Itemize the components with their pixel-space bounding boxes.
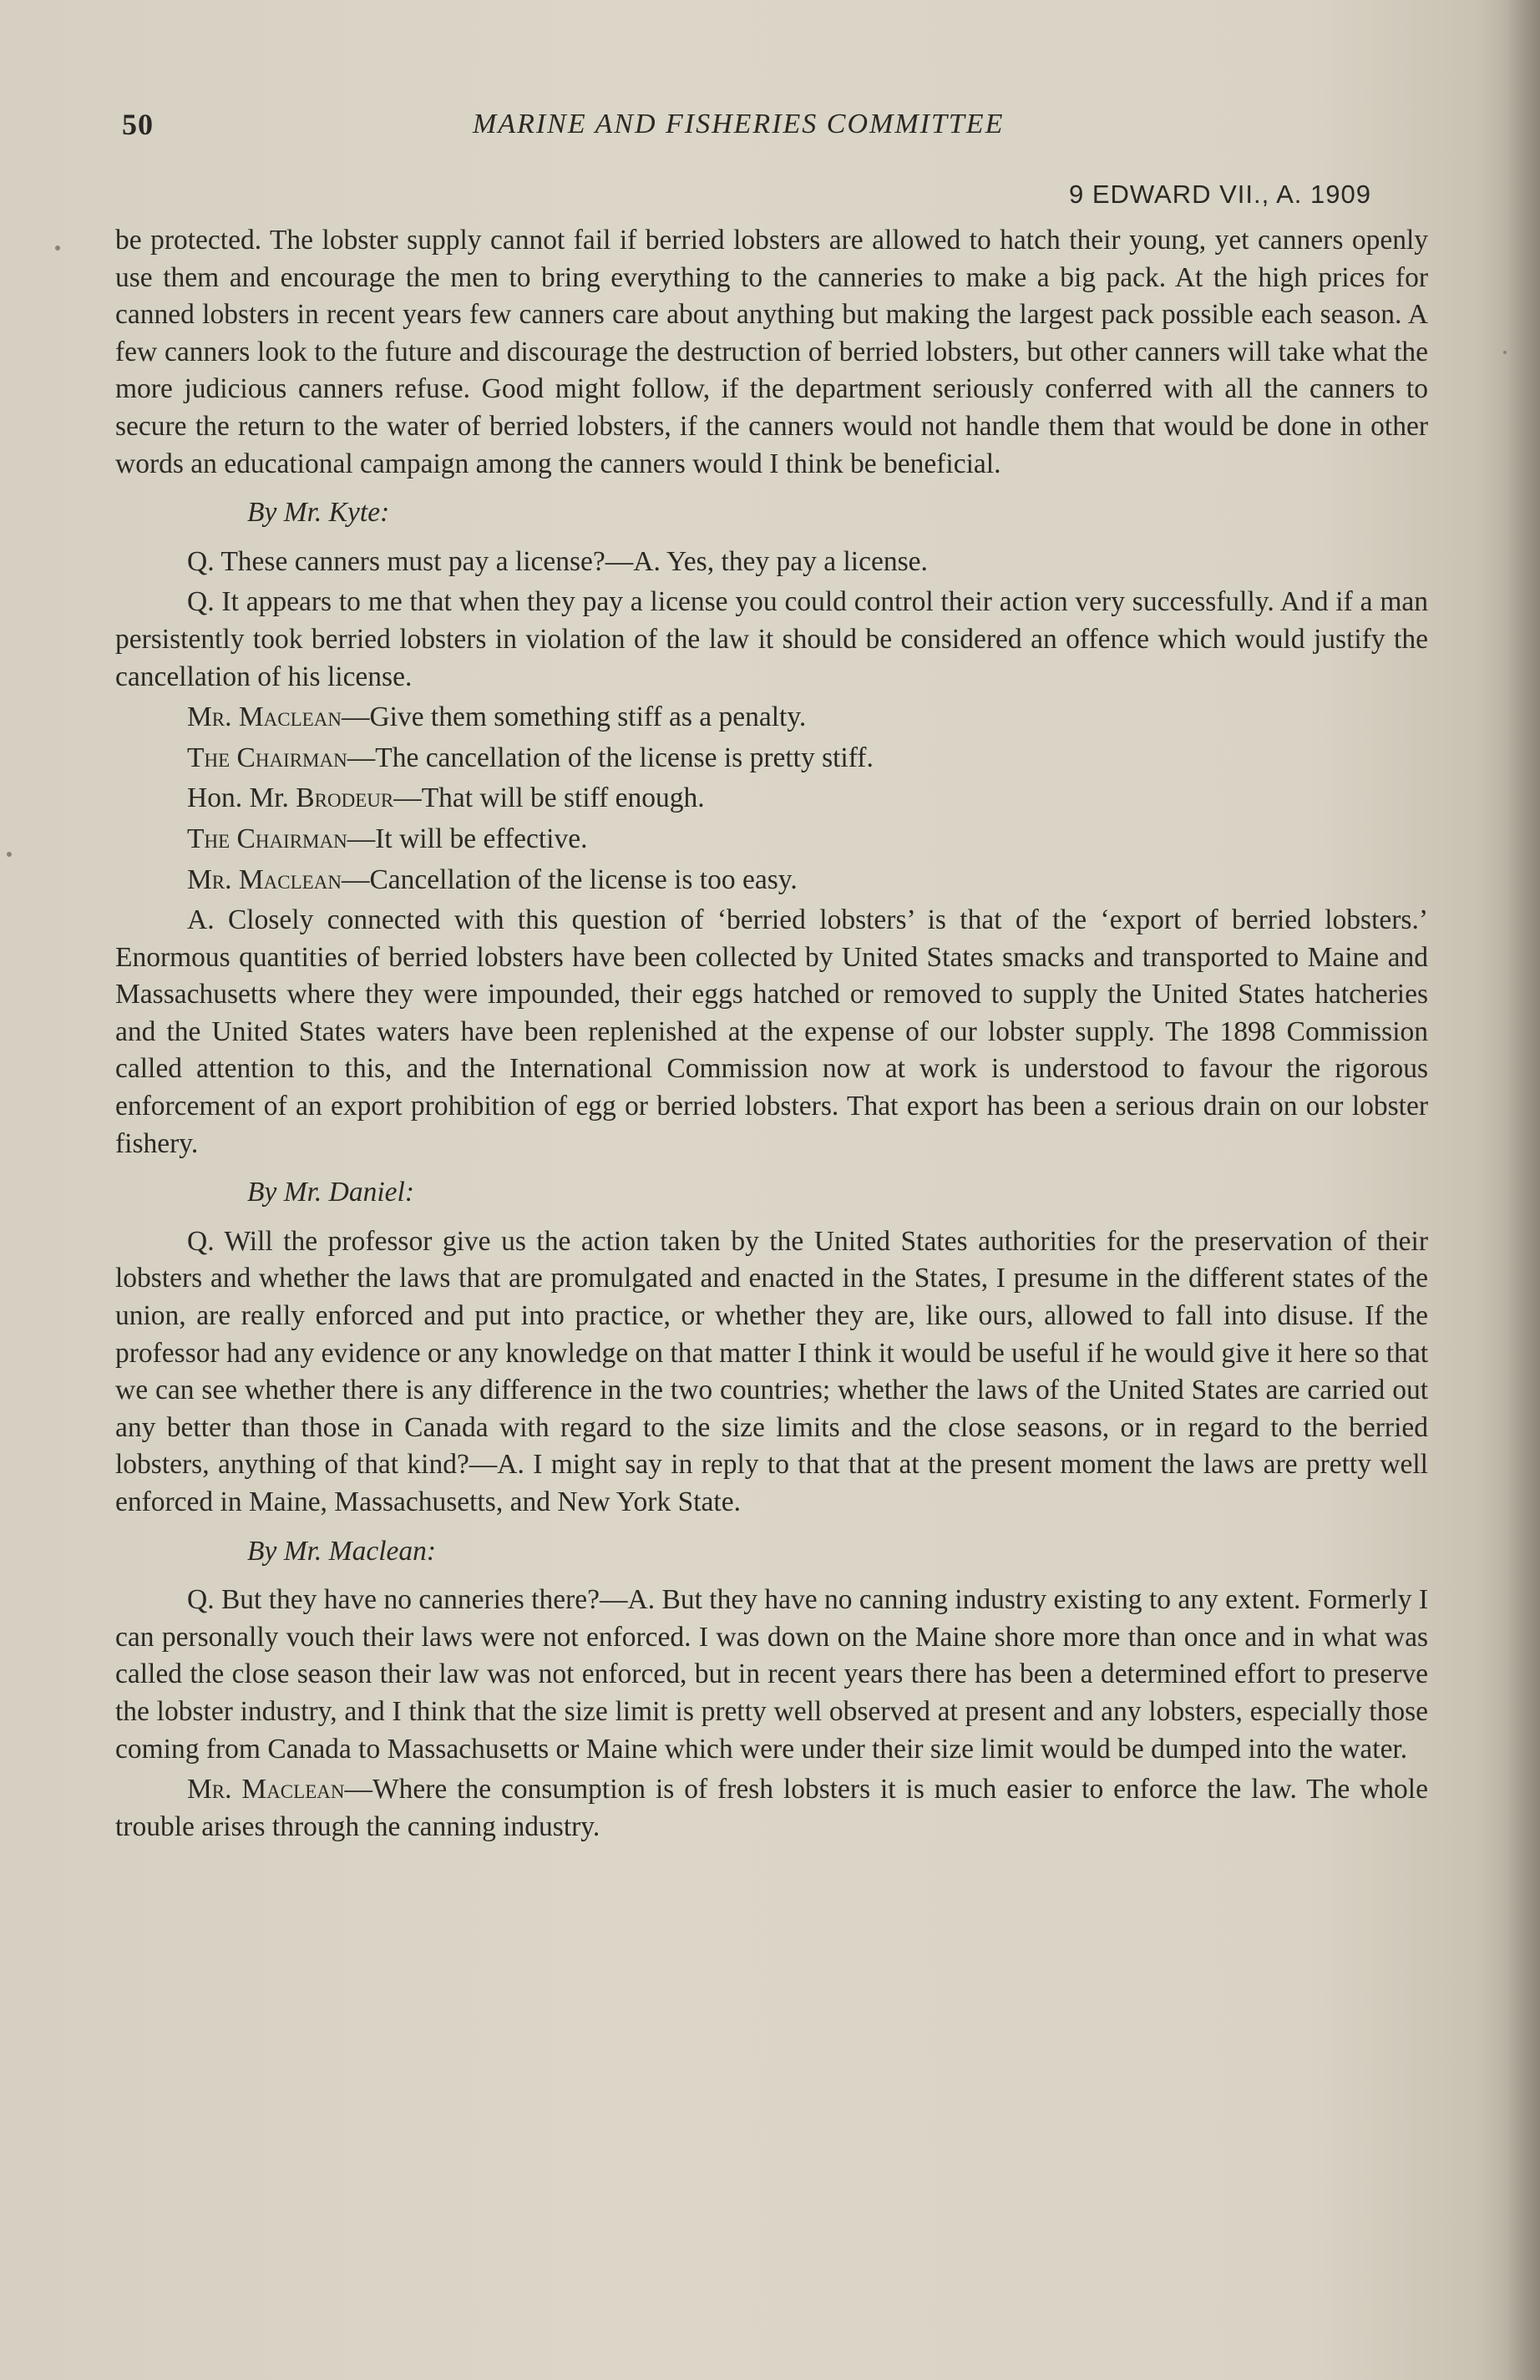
paper-speck bbox=[55, 246, 60, 251]
remark bbox=[115, 780, 1428, 818]
answer: A. Closely connected with this question of ‘berried lobsters’ is that of the ‘export of berried lobsters.’ Enormous quantities of berried lobsters have been collected by United States smacks and transported to Maine and Massachusetts where they were impounded, their eggs hatched or removed to supply the United States hatcheries and the United States waters have been replenished at the expense of our lobster supply. The 1898 Commission called attention to this, and the International Commission now at work is understood to favour the rigorous enforcement of an export prohibition of egg or berried lobsters. That export has been a serious drain on our lobster fishery. bbox=[115, 904, 1428, 1159]
question: Q. But they have no canneries there?—A. But they have no canning industry existing to any extent. Formerly I can personally vouch their laws were not enforced. I was down on the Maine shore more than once and in what was called the close season their law was not enforced, but in recent years there has been a determined effort to preserve the lobster industry, and I think that the size limit is pretty well observed at present and any lobsters, especially those coming from Canada to Massachusetts or Maine which were under their size limit would be dumped into the water. bbox=[115, 1584, 1428, 1765]
paper-speck bbox=[7, 852, 12, 857]
speaker-name: Mr. Maclean bbox=[187, 1774, 345, 1805]
speaker-name: Mr. Maclean bbox=[187, 701, 342, 733]
speaker-heading: By Mr. Kyte: bbox=[247, 497, 390, 529]
question: Q. It appears to me that when they pay a license you could control their action very successfully. And if a man persistently took berried lobsters in violation of the law it should be considered an offence which would justify the cancellation of his license. bbox=[115, 586, 1428, 692]
remark bbox=[115, 862, 1428, 899]
remark-text: —It will be effective. bbox=[347, 823, 588, 854]
remark-text: —Cancellation of the license is too easy. bbox=[341, 863, 798, 895]
running-head: MARINE AND FISHERIES COMMITTEE bbox=[473, 109, 1005, 139]
speaker-heading: By Mr. Daniel: bbox=[247, 1177, 415, 1208]
session-label: 9 EDWARD VII., A. 1909 bbox=[1069, 180, 1371, 209]
speaker-prefix: Hon. Mr. bbox=[187, 782, 296, 814]
paper-speck bbox=[1503, 351, 1507, 354]
question: Q. These canners must pay a license?—A. Yes, they pay a license. bbox=[187, 545, 928, 577]
paragraph: be protected. The lobster supply cannot fail if berried lobsters are allowed to hatch their young, yet canners openly use them and encourage the men to bring everything to the canneries to make a big pack. At the high prices for canned lobsters in recent years few canners care about anything but making the largest pack possible each season. A few canners look to the future and discourage the destruction of berried lobsters, but other canners will take what the more judicious canners refuse. Good might follow, if the department seriously conferred with all the canners to secure the return to the water of berried lobsters, if the canners would not handle them that would be done in other words an educational campaign among the canners would I think be beneficial. bbox=[115, 225, 1428, 479]
remark-text: —Where the consumption is of fresh lobsters it is much easier to enforce the law. The whole trouble arises through the canning industry. bbox=[115, 1774, 1428, 1842]
remark bbox=[115, 699, 1428, 737]
remark bbox=[115, 1771, 1428, 1846]
speaker-name: The Chairman bbox=[187, 742, 347, 773]
remark-text: —The cancellation of the license is pretty stiff. bbox=[347, 742, 874, 773]
page-edge-shadow bbox=[1507, 0, 1540, 2380]
speaker-name: Brodeur bbox=[296, 782, 394, 814]
speaker-name: Mr. Maclean bbox=[187, 863, 342, 895]
remark bbox=[115, 740, 1428, 777]
speaker-name: The Chairman bbox=[187, 823, 347, 854]
remark-text: —That will be stiff enough. bbox=[393, 782, 705, 814]
question: Q. Will the professor give us the action taken by the United States authorities for the preservation of their lobsters and whether the laws that are promulgated and enacted in the States, I presume in the different states of the union, are really enforced and put into practice, or whether they are, like ours, allowed to fall into disuse. If the professor had any evidence or any knowledge on that matter I think it would be useful if he would give it here so that we can see whether there is any difference in the two countries; whether the laws of the United States are carried out any better than those in Canada with regard to the size limits and the close seasons, or in regard to the berried lobsters, anything of that kind?—A. I might say in reply to that that at the present moment the laws are pretty well enforced in Maine, Massachusetts, and New York State. bbox=[115, 1225, 1428, 1517]
page-number: 50 bbox=[122, 108, 154, 141]
speaker-heading: By Mr. Maclean: bbox=[247, 1535, 437, 1567]
document-body bbox=[115, 222, 1428, 1846]
remark bbox=[115, 821, 1428, 858]
remark-text: —Give them something stiff as a penalty. bbox=[341, 701, 807, 733]
